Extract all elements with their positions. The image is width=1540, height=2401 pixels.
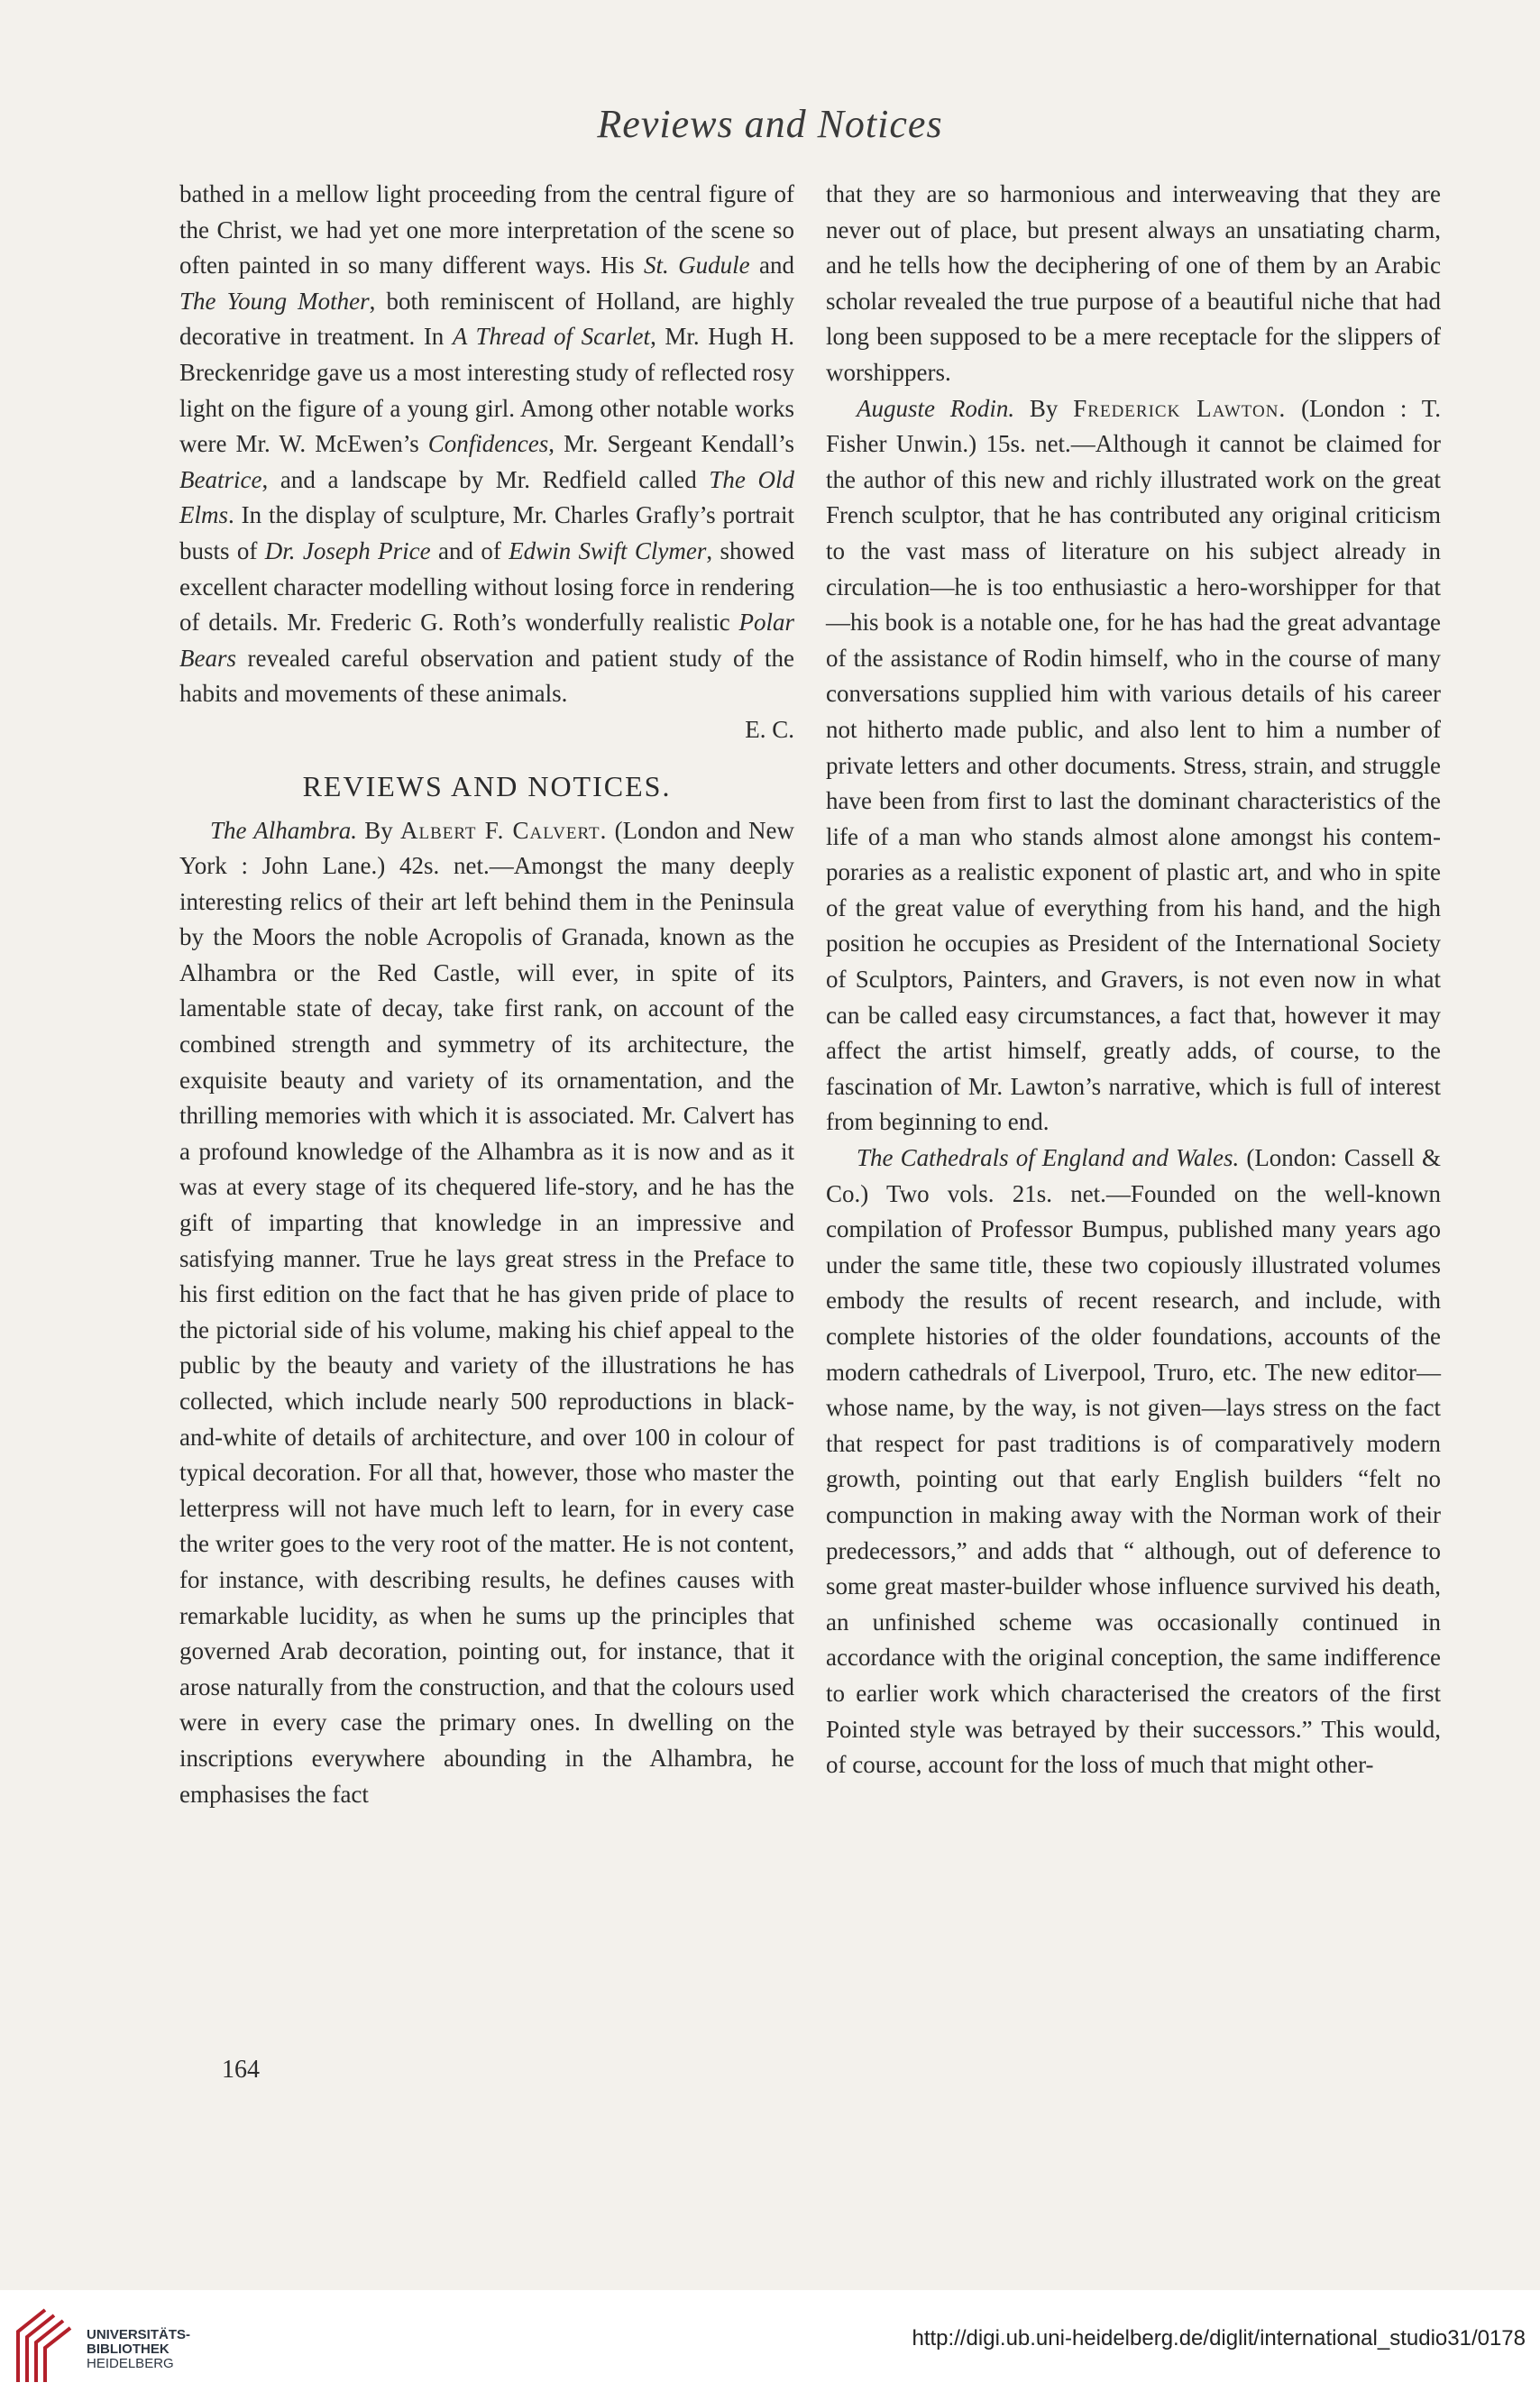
author-initials: E. C.: [745, 715, 794, 743]
book-title: The Cathedrals of England and Wales.: [857, 1144, 1240, 1172]
exhibition-review-paragraph: [179, 177, 794, 712]
library-name-line: HEIDELBERG: [87, 2356, 174, 2371]
continued-paragraph: that they are so harmonious and interweaving that they are never out of place, but present always an unsatiating charm, and he tells how the deciphering of one of them by an Arabic scholar revealed the true purpose of a beautiful niche that had long been supposed to be a mere receptacle for the slippers of worshippers.: [826, 180, 1441, 386]
right-column: [826, 177, 1441, 1783]
text-run: bathed in a mellow light proceeding from the central figure of the Christ, we had yet one more interpretation of the scene so often painted in so many different ways. His: [179, 180, 794, 280]
artwork-title: Polar Bears: [179, 609, 794, 672]
digitization-footer: [0, 2290, 1540, 2401]
artwork-title: Dr. Joseph Price: [264, 536, 431, 564]
library-logo-icon: [13, 2305, 76, 2387]
review-cathedrals: [826, 1141, 1441, 1783]
artwork-title: Beatrice: [179, 465, 262, 493]
text-run: , both reminiscent of Holland, are highly decorative in treatment. In: [179, 287, 794, 351]
text-run: , Mr. Hugh H. Breckenridge gave us a most interesting study of reflected rosy light on the figure of a young girl. Among other notable works were Mr. W. McEwen’s: [179, 323, 795, 458]
page-number: 164: [222, 2056, 260, 2084]
text-run: . In the display of sculpture, Mr. Charles Grafly’s portrait busts of: [179, 501, 794, 564]
source-url-link[interactable]: http://digi.ub.uni-heidelberg.de/diglit/international_studio31/0178: [912, 2326, 1526, 2351]
review-body: (London: Cassell & Co.) Two vols. 21s. net.—Founded on the well-known compilation of Professor Bumpus, published many years ago under the same title, these two copiously illustrated volumes embody the results of recent research, and include, with complete histories of the older foundations, accounts of the modern cathedrals of Liverpool, Truro, etc. The new editor—whose name, by the way, is not given—lays stress on the fact that respect for past traditions is of comparatively modern growth, pointing out that early English builders “felt no compunction in making away with the Norman work of their predecessors,” and adds that “ although, out of deference to some great master-builder whose influence survived his death, an unfinished scheme was occasionally continued in accordance with the original conception, the same indifference to earlier work which characterised the creators of the first Pointed style was betrayed by their successors.” This would, of course, account for the loss of much that might other-: [826, 1144, 1441, 1779]
text-run: By: [357, 816, 400, 844]
text-run: revealed careful observation and patient study of the habits and movements of these animals.: [179, 644, 794, 708]
artwork-title: St. Gudule: [644, 252, 750, 280]
review-rodin: [826, 391, 1441, 1141]
review-body: (London and New York : John Lane.) 42s. net.—Amongst the many deeply interesting relics of their art left behind them in the Peninsula by the Moors the noble Acropolis of Granada, known as the Alhambra or the Red Castle, will ever, in spite of its lamentable state of decay, take first rank, on account of the combined strength and symmetry of its architecture, the exquisite beauty and variety of its ornamentation, and the thrilling memories with which it is associated. Mr. Calvert has a profound knowledge of the Alhambra as it is now and as it was at every stage of its chequered life-story, and he has the gift of imparting that knowledge in an impressive and satisfying manner. True he lays great stress in the Preface to his first edition on the fact that he has given pride of place to the pictorial side of his volume, making his chief appeal to the public by the beauty and variety of the illustrations he has collected, which include nearly 500 reproductions in black-and-white of details of architecture, and over 100 in colour of typical decoration. For all that, however, those who master the letterpress will not have much left to learn, for in every case the writer goes to the very root of the matter. He is not content, for instance, with describing results, he defines causes with remarkable lucidity, as when he sums up the principles that governed Arab decoration, pointing out, for instance, that it arose naturally from the construction, and that the colours used were in every case the primary ones. In dwelling on the inscriptions everywhere abounding in the Alhambra, he emphasises the fact: [179, 816, 794, 1808]
book-title: Auguste Rodin.: [857, 394, 1015, 422]
library-name-line: BIBLIOTHEK: [87, 2341, 170, 2357]
text-run: and: [749, 252, 795, 280]
text-run: , and a landscape by Mr. Redfield called: [261, 465, 710, 493]
artwork-title: Confidences: [427, 430, 549, 458]
running-title: Reviews and Notices: [597, 102, 943, 146]
left-column: [179, 177, 794, 1812]
artwork-title: A Thread of Scarlet: [452, 323, 651, 351]
book-title: The Alhambra.: [210, 816, 357, 844]
review-alhambra: [179, 813, 794, 1813]
book-author: Albert F. Calvert.: [399, 816, 608, 844]
book-author: Frederick Lawton.: [1073, 394, 1287, 422]
text-run: , Mr. Sergeant Kendall’s: [548, 430, 794, 458]
text-run: By: [1014, 394, 1074, 422]
artwork-title: The Old Elms: [179, 465, 794, 529]
artwork-title: Edwin Swift Clymer: [509, 536, 707, 564]
text-run: , showed excellent character modelling without losing force in rendering of details. Mr. Frederic G. Roth’s wonderfully realistic: [179, 536, 794, 637]
library-name: [87, 2328, 190, 2371]
text-run: and of: [430, 536, 509, 564]
review-body: (London : T. Fisher Unwin.) 15s. net.—Although it cannot be claimed for the author of this new and richly illustrated work on the great French sculptor, that he has contributed any original criticism to the vast mass of literature on his subject already in circulation—he is too enthusiastic a hero-worshipper for that—his book is a notable one, for he has had the great advantage of the assistance of Rodin himself, who in the course of many conversations supplied him with various details of his career not hitherto made public, and also lent to him a number of private letters and other documents. Stress, strain, and struggle have been from first to last the dominant characteristics of the life of a man who stands almost alone amongst his contemporaries as a realistic exponent of plastic art, and who in spite of the great value of everything from his hand, and the high position he occupies as President of the International Society of Sculptors, Painters, and Gravers, is not even now in what can be called easy circumstances, a fact that, however it may affect the artist himself, greatly adds, of course, to the fascination of Mr. Lawton’s narrative, which is full of interest from beginning to end.: [826, 394, 1441, 1136]
artwork-title: The Young Mother: [179, 287, 370, 315]
section-heading: REVIEWS AND NOTICES.: [302, 769, 672, 802]
library-name-line: UNIVERSITÄTS-: [87, 2327, 191, 2342]
